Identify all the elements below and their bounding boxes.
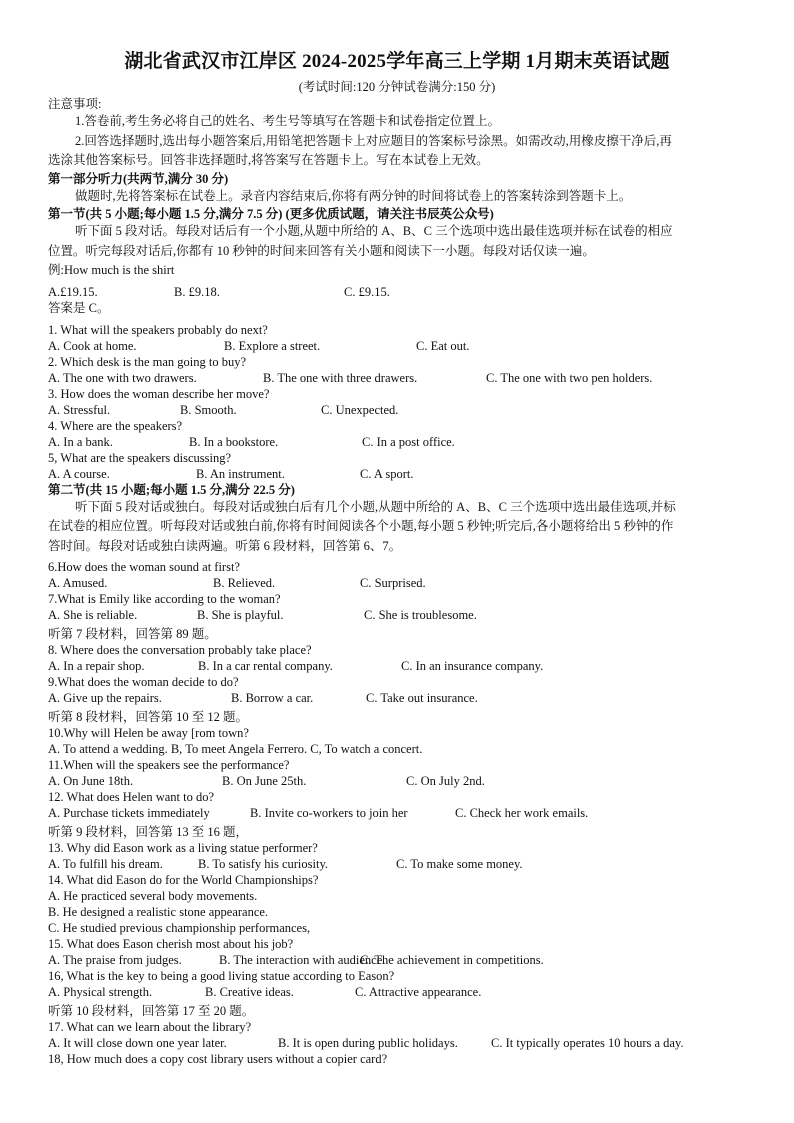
answer-option-b: B. Explore a street. [224,338,321,353]
section1-questions [48,322,758,482]
section2-instruction-line-1: 听下面 5 段对话或独白。每段对话或独白后有几个小题,从题中所给的 A、B、C 三个选项中选出最佳选项,并标 [75,499,676,514]
answer-option-line: C. He studied previous championship performances, [48,921,311,936]
section2-instruction-line-3: 答时间。每段对话或独白读两遍。听第 6 段材料，回答第 6、7。 [48,538,402,553]
section1-instruction-line-2: 位置。听完每段对话后,你都有 10 秒钟的时间来回答有关小题和阅读下一小题。每段对话仅读一遍。 [48,243,595,258]
example-options [48,284,758,300]
answer-option-b: B. The interaction with audience. [219,953,386,968]
question-5-options [48,466,758,482]
answer-option-b: B. To satisfy his curiosity. [198,857,329,872]
answer-option-a: A. Cook at home. [48,338,137,353]
question-12: 12. What does Helen want to do? [48,790,215,805]
notes-heading: 注意事项: [48,97,102,111]
question-11-options [48,773,758,789]
answer-option-line: B. He designed a realistic stone appearance. [48,905,269,920]
answer-option-a: A. It will close down one year later. [48,1036,227,1051]
answer-option-b: B. Invite co-workers to join her [250,806,408,821]
answer-option-c: C. In a post office. [362,434,455,449]
answer-option-b: B. In a car rental company. [198,659,333,674]
example-option-a: A.£19.15. [48,284,98,299]
exam-content [48,96,758,1067]
answer-option-a: A. Amused. [48,576,108,591]
answer-option-c: C. The one with two pen holders. [486,370,653,385]
answer-option-c: C. It typically operates 10 hours a day. [491,1036,684,1051]
question-8: 8. Where does the conversation probably take place? [48,643,312,658]
question-6-options [48,575,758,591]
question-3-options [48,402,758,418]
question-7: 7.What is Emily like according to the woman? [48,592,281,607]
answer-option-c: C. The achievement in competitions. [360,953,544,968]
example-question: 例:How much is the shirt [48,262,175,277]
question-9: 9.What does the woman decide to do? [48,675,239,690]
section1-heading: 第一节(共 5 小题;每小题 1.5 分,满分 7.5 分) (更多优质试题，请关注书辰英公众号) [48,207,494,222]
example-option-b: B. £9.18. [174,284,220,299]
question-4-options [48,434,758,450]
answer-option-c: C. In an insurance company. [401,659,544,674]
question-3: 3. How does the woman describe her move? [48,386,270,401]
material-note: 听第 8 段材料，回答第 10 至 12 题。 [48,710,249,725]
question-17-options [48,1035,758,1051]
answer-option-a: A. A course. [48,466,110,481]
material-note: 听第 10 段材料，回答第 17 至 20 题。 [48,1004,255,1019]
exam-time-info: (考试时间:120 分钟试卷满分:150 分) [298,80,496,94]
question-10: 10.Why will Helen be away [rom town? [48,726,249,741]
answer-option-a: A. Stressful. [48,402,111,417]
question-1: 1. What will the speakers probably do next? [48,322,268,337]
answer-option-b: B. She is playful. [197,608,284,623]
material-note: 听第 7 段材料，回答第 89 题。 [48,627,217,642]
answer-option-b: B. The one with three drawers. [263,370,418,385]
answer-option-b: B. Relieved. [213,576,276,591]
note-1: 1.答卷前,考生务必将自己的姓名、考生号等填写在答题卡和试卷指定位置上。 [75,114,501,128]
question-15-options [48,952,758,968]
answer-option-c: C. Eat out. [416,338,470,353]
question-6: 6.How does the woman sound at first? [48,560,240,575]
part1-heading: 第一部分听力(共两节,满分 30 分) [48,171,229,186]
question-2: 2. Which desk is the man going to buy? [48,354,247,369]
answer-option-c: C. Attractive appearance. [355,985,482,1000]
part1-instruction: 做题时,先将答案标在试卷上。录音内容结束后,你将有两分钟的时间将试卷上的答案转涂到答题卡上。 [75,188,632,203]
question-17: 17. What can we learn about the library? [48,1020,252,1035]
section2-instruction-line-2: 在试卷的相应位置。听每段对话或独白前,你将有时间阅读各个小题,每小题 5 秒钟;听完后,各小题将给出 5 秒钟的作 [48,519,674,534]
answer-option-a: A. Give up the repairs. [48,691,162,706]
answer-option-c: C. Surprised. [360,576,426,591]
question-9-options [48,690,758,706]
question-16: 16, What is the key to being a good living statue according to Eason? [48,969,395,984]
answer-option-b: B. In a bookstore. [189,434,279,449]
answer-option-b: B. An instrument. [196,466,285,481]
answer-option-a: A. Physical strength. [48,985,153,1000]
answer-option-c: C. Take out insurance. [366,691,478,706]
question-14: 14. What did Eason do for the World Championships? [48,873,319,888]
answer-option-c: C. She is troublesome. [364,608,477,623]
example-option-c: C. £9.15. [344,284,390,299]
question-2-options [48,370,758,386]
note-2-line-2: 选涂其他答案标号。回答非选择题时,将答案写在答题卡上。写在本试卷上无效。 [48,153,489,168]
question-13-options [48,856,758,872]
question-4: 4. Where are the speakers? [48,418,183,433]
question-8-options [48,658,758,674]
question-13: 13. Why did Eason work as a living statue performer? [48,841,318,856]
answer-option-a: A. Purchase tickets immediately [48,806,210,821]
answer-option-a: A. She is reliable. [48,608,138,623]
question-11: 11.When will the speakers see the performance? [48,758,290,773]
question-16-options [48,984,758,1000]
question-18: 18, How much does a copy cost library users without a copier card? [48,1052,388,1067]
answer-option-b: B. Borrow a car. [231,691,314,706]
section2-questions [48,559,758,1067]
answer-option-b: B. Creative ideas. [205,985,294,1000]
answer-option-c: C. Unexpected. [321,402,399,417]
answer-option-c: C. To make some money. [396,857,523,872]
answer-option-a: A. On June 18th. [48,774,134,789]
question-7-options [48,607,758,623]
material-note: 听第 9 段材料，回答第 13 至 16 题， [48,825,249,840]
question-14-options [48,888,758,904]
answer-option-b: B. It is open during public holidays. [278,1036,458,1051]
page-title: 湖北省武汉市江岸区 2024-2025学年高三上学期 1月期末英语试题 [124,51,670,72]
answer-option-a: A. The one with two drawers. [48,370,197,385]
answer-option-a: A. The praise from judges. [48,953,182,968]
answer-option-a: A. To fulfill his dream. [48,857,163,872]
question-5: 5, What are the speakers discussing? [48,450,232,465]
answer-option-a: A. To attend a wedding. B, To meet Angela Ferrero. C, To watch a concert. [48,742,423,757]
answer-option-a: A. In a repair shop. [48,659,145,674]
answer-option-b: B. On June 25th. [222,774,307,789]
answer-option-b: B. Smooth. [180,402,237,417]
answer-option-c: C. On July 2nd. [406,774,485,789]
answer-option-c: C. Check her work emails. [455,806,589,821]
section2-heading: 第二节(共 15 小题;每小题 1.5 分,满分 22.5 分) [48,482,295,497]
example-answer: 答案是 C。 [48,300,110,315]
question-1-options [48,338,758,354]
question-12-options [48,805,758,821]
question-15: 15. What does Eason cherish most about his job? [48,937,294,952]
answer-option-a: A. In a bank. [48,434,113,449]
answer-option-c: C. A sport. [360,466,414,481]
question-10-options [48,741,758,757]
section1-instruction-line-1: 听下面 5 段对话。每段对话后有一个小题,从题中所给的 A、B、C 三个选项中选出最佳选项并标在试卷的相应 [75,224,673,239]
note-2-line-1: 2.回答选择题时,选出每小题答案后,用铅笔把答题卡上对应题目的答案标号涂黑。如需改动,用橡皮擦干净后,再 [75,133,672,148]
answer-option-a: A. He practiced several body movements. [48,889,258,904]
